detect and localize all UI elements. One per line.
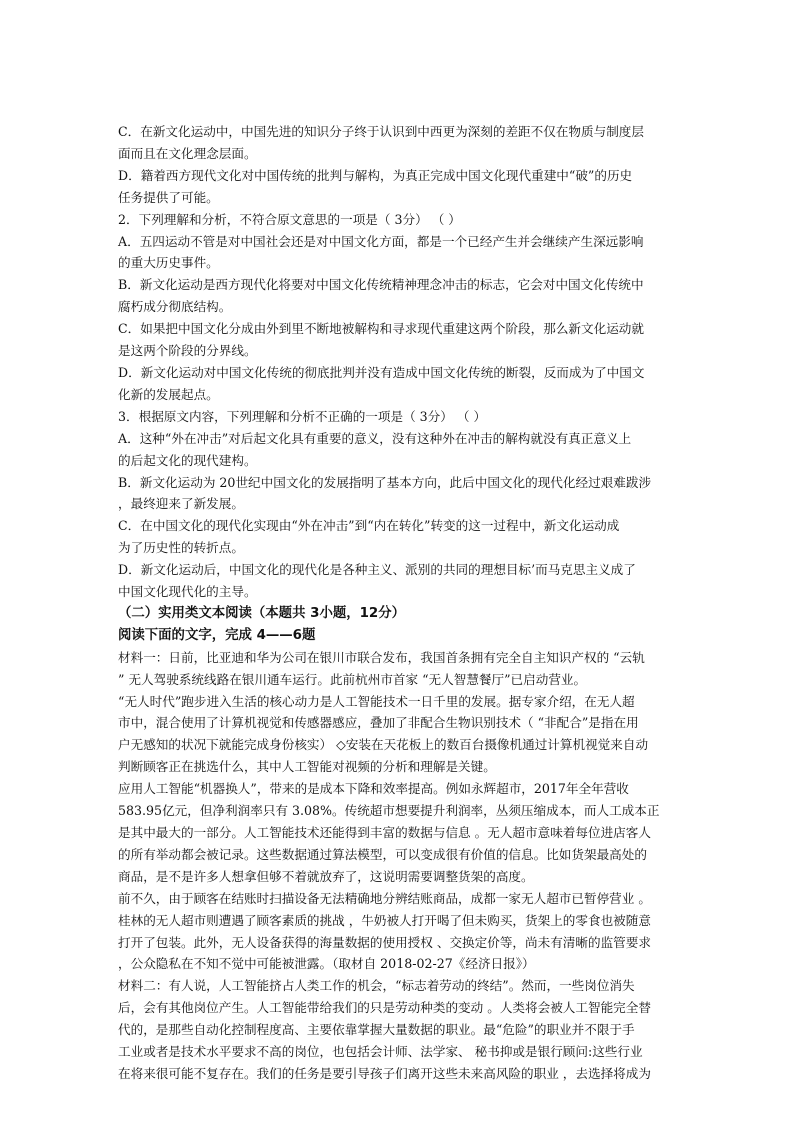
text-line: 桂林的无人超市则遭遇了顾客素质的挑战 ，牛奶被人打开喝了但未购买，货架上的零食也被随意 — [118, 912, 651, 928]
section-instruction: 阅读下面的文字，完成 4——6题 — [118, 627, 316, 643]
text-line: 任务提供了可能。 — [118, 189, 219, 205]
text-line: 腐朽成分彻底结构。 — [118, 299, 232, 315]
text-line: 为了历史性的转折点。 — [118, 540, 244, 556]
text-line: 市中，混合使用了计算机视觉和传感器感应，叠加了非配合生物识别技术（ “非配合”是指在用 — [118, 715, 639, 731]
text-line: 代的，是那些自动化控制程度高、主要依靠掌握大量数据的职业。最“危险”的职业并不限于手 — [118, 1022, 635, 1038]
section-heading: （二）实用类文本阅读（本题共 3小题，12分） — [118, 605, 406, 621]
text-line: 在将来很可能不复存在。我们的任务是要引导孩子们离开这些未来高风险的职业 ，去选择将成为 — [118, 1065, 651, 1081]
text-line: 面而且在文化理念层面。 — [118, 145, 257, 161]
text-line: 材料二：有人说，人工智能挤占人类工作的机会，“标志着劳动的终结”。然而，一些岗位消失 — [118, 978, 635, 994]
text-line: 前不久，由于顾客在结账时扫描设备无法精确地分辨结账商品，成都一家无人超市已暂停营业 。 — [118, 890, 651, 906]
text-line: D．新文化运动后，中国文化的现代化是各种主义、派别的共同的理想目标’而马克思主义成了 — [118, 562, 636, 578]
text-line: 中国文化现代化的主导。 — [118, 584, 257, 600]
text-line: A．这种“外在冲击”对后起文化具有重要的意义，没有这种外在冲击的解构就没有真正意义上 — [118, 430, 632, 446]
text-line: 打开了包装。此外，无人设备获得的海量数据的使用授权 、交换定价等，尚未有清晰的监管要求 — [118, 934, 651, 950]
text-line: 的后起文化的现代建构。 — [118, 452, 257, 468]
text-line: C．如果把中国文化分成由外到里不断地被解构和寻求现代重建这两个阶段，那么新文化运动就 — [118, 321, 644, 337]
text-line: B．新文化运动是西方现代化将要对中国文化传统精神理念冲击的标志，它会对中国文化传统中 — [118, 277, 644, 293]
text-line: D．新文化运动对中国文化传统的彻底批判并没有造成中国文化传统的断裂，反而成为了中国文 — [118, 364, 645, 380]
text-line: 工业或者是技术水平要求不高的岗位，也包括会计师、法学家、 秘书抑或是银行顾问:这些行业 — [118, 1044, 643, 1060]
text-line: 2．下列理解和分析，不符合原文意思的一项是（ 3分） （ ） — [118, 211, 461, 227]
text-line: C．在新文化运动中，中国先进的知识分子终于认识到中西更为深刻的差距不仅在物质与制度层 — [118, 124, 644, 139]
text-line: 户无感知的状况下就能完成身份核实） ◇安装在天花板上的数百台摄像机通过计算机视觉来自动 — [118, 737, 649, 753]
text-line: 是其中最大的一部分。人工智能技术还能得到丰富的数据与信息 。无人超市意味着每位进店客人 — [118, 825, 651, 840]
document-body — [118, 121, 676, 1085]
text-line: D．籍着西方现代文化对中国传统的批判与解构，为真正完成中国文化现代重建中“破”的历史 — [118, 167, 633, 183]
text-line: 判断顾客正在挑选什么，其中人工智能对视频的分析和理解是关键。 — [118, 759, 496, 775]
text-line: C．在中国文化的现代化实现由“外在冲击”到“内在转化”转变的这一过程中，新文化运动成 — [118, 518, 620, 534]
text-line: A．五四运动不管是对中国社会还是对中国文化方面，都是一个已经产生并会继续产生深远影响 — [118, 233, 644, 249]
text-line: 材料一：日前，比亚迪和华为公司在银川市联合发布，我国首条拥有完全自主知识产权的 “云轨 — [118, 649, 645, 665]
text-line: 应用人工智能“机器换人”，带来的是成本下降和效率提高。例如永辉超市，2017年全年营收 — [118, 781, 629, 797]
text-line: 3．根据原文内容，下列理解和分析不正确的一项是（ 3分） （ ） — [118, 408, 487, 424]
text-line: ” 无人驾驶系统线路在银川通车运行。此前杭州市首家 “无人智慧餐厅”已启动营业。 — [118, 671, 587, 687]
text-line: 商品，是不是许多人想拿但够不着就放弃了，这说明需要调整货架的高度。 — [118, 868, 534, 884]
text-line: 是这两个阶段的分界线。 — [118, 343, 257, 359]
text-line: ，最终迎来了新发展。 — [118, 496, 244, 512]
text-line: “无人时代”跑步进入生活的核心动力是人工智能技术一日千里的发展。据专家介绍，在无人超 — [118, 693, 635, 709]
text-line: 化新的发展起点。 — [118, 386, 219, 402]
text-line: 后，会有其他岗位产生。人工智能带给我们的只是劳动种类的变动 。人类将会被人工智能完全替 — [118, 1000, 651, 1016]
question-section — [118, 121, 676, 603]
text-line: 的所有举动都会被记录。这些数据通过算法模型，可以变成很有价值的信息。比如货架最高处的 — [118, 846, 647, 862]
text-line: B．新文化运动为 20世纪中国文化的发展指明了基本方向，此后中国文化的现代化经过艰难跋涉 — [118, 474, 652, 490]
text-line: 的重大历史事件。 — [118, 255, 219, 271]
text-line: ，公众隐私在不知不觉中可能被泄露。（取材自 2018-02-27《经济日报》） — [118, 956, 535, 972]
reading-material — [118, 647, 676, 1085]
text-line: 583.95亿元，但净利润率只有 3.08%。传统超市想要提升利润率，丛须压缩成本，而人工成本正 — [118, 803, 660, 819]
